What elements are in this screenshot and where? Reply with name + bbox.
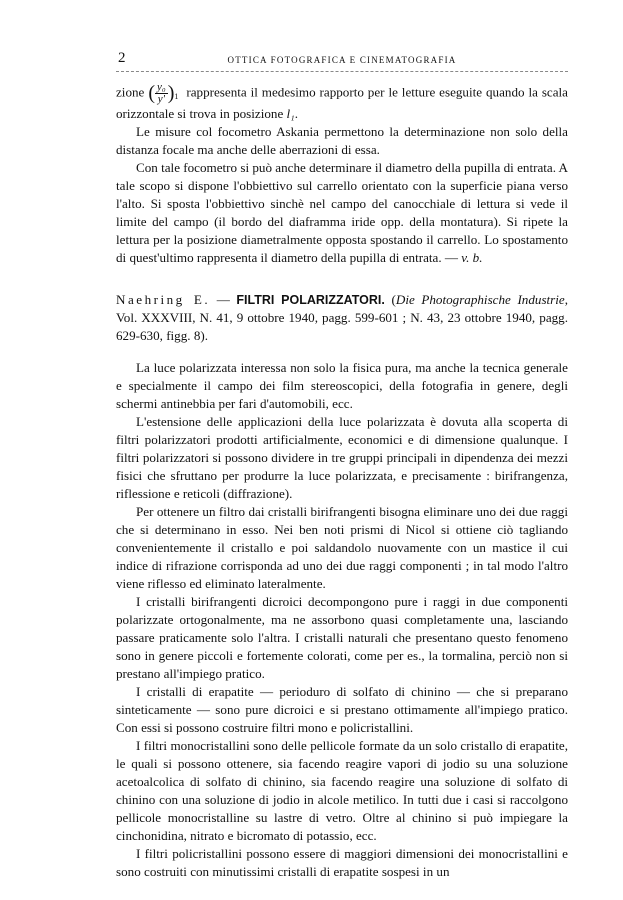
article-paragraph: Per ottenere un filtro dai cristalli birifrangenti bisogna eliminare uno dei due raggi che si determinano in esso. Nei ben noti prismi di Nicol si ottiene ciò tagliando convenientemente il cristallo e poi saldandolo nuovamente con un mastice il cui indice di rifrazione corrisponda ad uno dei due raggi componenti ; in tal modo l'altro viene riflesso ed eliminato lateralmente. <box>116 504 568 591</box>
article-body <box>116 359 568 881</box>
review-title: FILTRI POLARIZZATORI. <box>236 293 385 307</box>
review-journal: Die Photographische Industrie <box>395 292 565 307</box>
running-head: OTTICA FOTOGRAFICA E CINEMATOGRAFIA <box>227 55 457 65</box>
article-paragraph: La luce polarizzata interessa non solo la fisica pura, ma anche la tecnica generale e specialmente il campo dei film stereoscopici, della fotografia in genere, degli schermi antinebbia per fari d'automobili, ecc. <box>116 360 568 411</box>
pupil-paragraph: Con tale focometro si può anche determinare il diametro della pupilla di entrata. A tale scopo si dispone l'obbiettivo sul carrello orientato con la superficie piana verso l'alto. Si sposta l'obbiettivo sinchè nel campo del canocchiale di lettura si vede il limite del campo (il bordo del diaframma iride opp. della montatura). Si ripete la lettura per la posizione diametralmente opposta spostando il carrello. Lo spostamento di quest'ultimo rappresenta il diametro della pupilla di entrata. — v. b. <box>116 160 568 265</box>
page-number: 2 <box>118 50 126 66</box>
article-paragraph: I filtri policristallini possono essere di maggiori dimensioni dei monocristallini e sono costruiti con minutissimi cristalli di erapatite sospesi in un <box>116 846 568 879</box>
article-paragraph: L'estensione delle applicazioni della luce polarizzata è dovuta alla scoperta di filtri polarizzatori prodotti artificialmente, economici e di dimensione qualunque. I filtri polarizzatori si possono dividere in tre gruppi principali in dipendenza dei mezzi fisici che sfruttano per produrre la luce polarizzata, e precisamente : birifrangenza, riflessione e reticoli (diffrazione). <box>116 414 568 501</box>
review-author: Naehring E. <box>116 292 211 307</box>
page-body <box>116 82 568 881</box>
askania-paragraph: Le misure col focometro Askania permettono la determinazione non solo della distanza focale ma anche delle aberrazioni di essa. <box>116 124 568 157</box>
review-heading: Naehring E. — FILTRI POLARIZZATORI. (Die Photographische Industrie, Vol. XXXVIII, N. 41, 9 ottobre 1940, pagg. 599-601 ; N. 43, 23 ottobre 1940, pagg. 629-630, figg. 8). <box>116 292 569 343</box>
article-paragraph: I filtri monocristallini sono delle pellicole formate da un solo cristallo di erapatite, le quali si possono ottenere, sia facendo reagire vapori di jodio su una soluzione acetoalcolica di solfato di chinino, sia facendo reagire una soluzione di solfato di chinino con una soluzione di jodio in alcole metilico. In tutti due i casi si raccolgono pellicole monocristalline su lastre di vetro. Oltre al chinino si può impiegare la cinchonidina, nitrato e bicromato di potassio, ecc. <box>116 738 568 843</box>
ratio-formula: ( $\frac{\text{y₀}}{y'}$ )$_1$ <box>148 81 179 105</box>
page-header <box>116 52 568 72</box>
continuation-paragraph: zione ( $\frac{\text{y₀}}{y'}$ )$_1$ rappresenta il medesimo rapporto per le letture eseguite quando la scala orizzontale si trova in posizione l₁. <box>116 81 568 121</box>
review-citation: , Vol. XXXVIII, N. 41, 9 ottobre 1940, pagg. 599-601 ; N. 43, 23 ottobre 1940, pagg. 629-630, figg. 8). <box>116 292 569 343</box>
article-paragraph: I cristalli birifrangenti dicroici decompongono pure i raggi in due componenti polarizzate ortogonalmente, ma ne assorbono quasi completamente una, lasciando passare praticamente solo l'altra. I cristalli naturali che presentano questo fenomeno sono in genere piccoli e fortemente colorati, come per es., la tormalina, perciò non si prestano all'impiego pratico. <box>116 594 568 681</box>
header-rule <box>116 71 568 72</box>
article-paragraph: I cristalli di erapatite — perioduro di solfato di chinino — che si preparano sinteticamente — sono pure dicroici e si prestano ottimamente all'impiego pratico. Con essi si possono costruire filtri mono e policristallini. <box>116 684 568 735</box>
signature: v. b. <box>461 250 483 265</box>
